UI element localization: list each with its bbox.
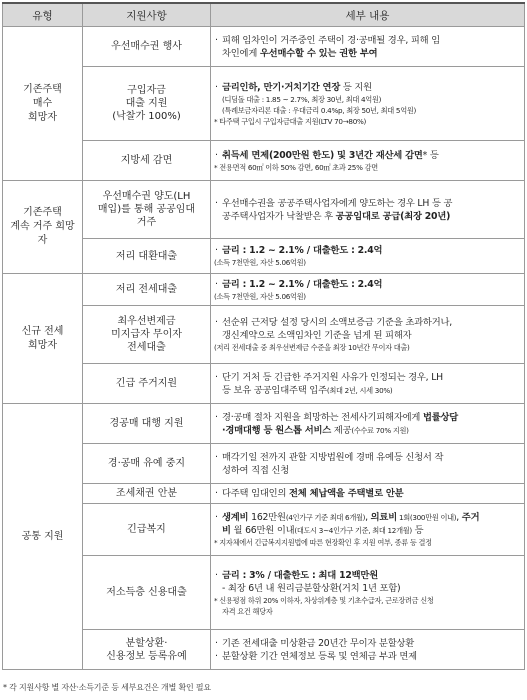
footnote: * 각 지원사항 별 자산·소득기준 등 세부요건은 개별 확인 필요 — [3, 683, 211, 692]
support-item-text: 저리 전세대출 — [115, 284, 178, 295]
detail-small-text: 1회(300만원 이내) — [396, 513, 457, 522]
detail-text: 선순위 근저당 설정 당시의 소액보증금 기준을 초과하거나, — [222, 317, 453, 328]
detail-line — [214, 316, 521, 329]
group-label-text: 기존주택 계속 거주 희망 자 — [10, 207, 75, 246]
detail-emphasis: 의료비 — [370, 512, 397, 523]
support-item — [83, 181, 211, 239]
detail-text: - 최장 6년 내 원리금분할상환(거치 1년 포함) — [222, 582, 401, 594]
detail-cell — [211, 444, 525, 484]
detail-footnote: * 지자체에서 긴급복지지원법에 따른 현장확인 후 지원 여부, 종류 등 결정 — [214, 538, 432, 547]
support-item-note: (낙찰가 100%) — [112, 111, 181, 122]
detail-text: 성하여 직접 신청 — [222, 464, 289, 476]
support-item-text: 긴급 주거지원 — [115, 378, 178, 389]
detail-cell — [211, 306, 525, 364]
detail-cell — [211, 141, 525, 181]
group-label — [3, 181, 83, 274]
detail-cell — [211, 181, 525, 239]
table-row — [3, 27, 525, 67]
detail-line — [214, 424, 521, 437]
detail-cell — [211, 274, 525, 306]
support-item-text: 저리 대환대출 — [115, 250, 178, 262]
detail-line — [214, 464, 521, 477]
detail-text: 차인에게 — [222, 47, 260, 59]
support-item-text: 경·공매 유예 중지 — [107, 458, 186, 469]
detail-text: 다주택 임대인의 — [222, 488, 289, 499]
support-item — [83, 404, 211, 444]
detail-footnote: * 신용평점 하위 20% 이하자, 차상위계층 및 기초수급자, 근로장려금 신청 — [214, 595, 434, 605]
detail-line — [214, 371, 521, 384]
support-item — [83, 141, 211, 181]
detail-text: 피해 임차인이 거주중인 주택이 경·공매될 경우, 피해 임 — [222, 34, 440, 46]
detail-text: 등 — [411, 525, 424, 536]
detail-line — [214, 47, 521, 60]
detail-emphasis: 공공임대로 공급(최장 20년) — [335, 210, 451, 222]
detail-line — [214, 210, 521, 223]
detail-line — [214, 197, 521, 210]
detail-emphasis: 금리 : 1.2 ~ 2.1% / 대출한도 : 2.4억 — [222, 278, 383, 290]
detail-small-text: (수수료 70% 지원) — [351, 425, 409, 435]
detail-emphasis: 비 — [222, 525, 231, 536]
detail-emphasis: ·경매대행 등 원스톱 서비스 — [222, 424, 332, 436]
support-item-text: 우선매수권 행사 — [111, 41, 182, 52]
group-label — [3, 404, 83, 670]
detail-line — [214, 329, 521, 342]
detail-cell — [211, 239, 525, 274]
detail-line — [214, 451, 521, 464]
detail-line — [214, 511, 521, 524]
detail-subnote: (소득 7천만원, 자산 5.06억원) — [214, 258, 306, 267]
detail-line — [214, 582, 521, 595]
detail-small-text: (최대 2년, 시세 30%) — [326, 385, 393, 395]
detail-footnote: * 전용면적 60㎡ 이하 50% 감면, 60㎡ 초과 25% 감면 — [214, 162, 378, 172]
header-type: 유형 — [3, 3, 83, 27]
detail-text: , — [456, 512, 462, 523]
detail-line — [214, 149, 521, 162]
detail-line — [214, 487, 521, 500]
detail-cell — [211, 404, 525, 444]
header-support: 지원사항 — [83, 3, 211, 27]
table-header-row — [3, 3, 525, 27]
support-item — [83, 306, 211, 364]
support-item — [83, 630, 211, 670]
support-item — [83, 556, 211, 630]
support-item-text: 우선매수권 양도(LH 매입)를 통해 공공임대 거주 — [97, 191, 196, 228]
detail-text: 공주택사업자가 낙찰받은 후 — [222, 210, 336, 222]
detail-text: 경·공매 절차 지원을 희망하는 전세사기피해자에게 — [222, 411, 423, 423]
detail-subnote: (저리 전세대출 중 최우선변제금 수준을 최장 10년간 무이자 대출) — [214, 343, 410, 352]
detail-text: 월 66만원 이내 — [230, 525, 295, 536]
support-item — [83, 67, 211, 141]
detail-subnote: (특례보금자리론 대출 : 우대금리 0.4%p, 최장 50년, 최대 5억원) — [222, 105, 416, 115]
detail-text: 162만원 — [248, 512, 286, 523]
detail-emphasis: 금리 : 1.2 ~ 2.1% / 대출한도 : 2.4억 — [222, 245, 383, 256]
detail-text: 기존 전세대출 미상환금 20년간 무이자 분할상환 — [222, 637, 415, 649]
header-details: 세부 내용 — [211, 3, 525, 27]
table-row — [3, 404, 525, 444]
detail-emphasis: 금리 : 3% / 대출한도 : 최대 12백만원 — [222, 569, 378, 581]
detail-subnote: (디딤돌 대출 : 1.85 ~ 2.7%, 최장 30년, 최대 4억원) — [222, 94, 382, 104]
support-item — [83, 444, 211, 484]
detail-cell — [211, 630, 525, 670]
group-label-text: 공통 지원 — [21, 530, 64, 542]
support-item — [83, 504, 211, 556]
detail-cell — [211, 556, 525, 630]
detail-footnote: 자격 요건 해당자 — [222, 606, 273, 616]
detail-emphasis: 전체 체납액을 주택별로 안분 — [288, 488, 404, 499]
detail-text: 등 지원 — [340, 81, 372, 93]
support-item — [83, 27, 211, 67]
table-row — [3, 181, 525, 239]
group-label — [3, 27, 83, 181]
detail-emphasis: 금리인하, 만기·거치기간 연장 — [222, 81, 341, 93]
table-row — [3, 274, 525, 306]
detail-text: 단기 거처 등 긴급한 주거지원 사유가 인정되는 경우, LH — [222, 371, 443, 383]
support-table — [2, 2, 525, 670]
support-item-text: 긴급복지 — [127, 524, 166, 535]
detail-text: 제공 — [331, 424, 352, 436]
support-item-text: 지방세 감면 — [120, 155, 173, 166]
detail-text: * 등 — [422, 149, 439, 161]
detail-emphasis: 법률상담 — [422, 411, 459, 423]
detail-text: 분할상환 기간 연체정보 등록 및 연체금 부과 면제 — [222, 650, 417, 662]
support-item-text: 구입자금 대출 지원 — [125, 85, 168, 109]
detail-emphasis: 우선매수할 수 있는 권한 부여 — [259, 47, 378, 59]
detail-text: 등 보유 공공임대주택 입주 — [222, 384, 327, 396]
detail-line — [214, 34, 521, 47]
detail-line — [214, 650, 521, 663]
detail-subnote: (소득 7천만원, 자산 5.06억원) — [214, 291, 306, 301]
support-item-text: 경공매 대행 지원 — [109, 418, 184, 429]
detail-line — [214, 569, 521, 582]
detail-line — [214, 278, 521, 291]
group-label — [3, 274, 83, 404]
detail-small-text: (4인가구 기준 최대 6개월) — [285, 513, 366, 522]
detail-emphasis: 주거 — [461, 512, 480, 523]
group-label-text: 신규 전세 희망자 — [21, 325, 64, 351]
support-item — [83, 484, 211, 504]
detail-cell — [211, 67, 525, 141]
detail-line — [214, 411, 521, 424]
detail-emphasis: 생계비 — [222, 512, 249, 523]
detail-line — [214, 384, 521, 397]
detail-small-text: (대도시 3~4인가구 기준, 최대 12개월) — [294, 526, 412, 535]
detail-cell — [211, 364, 525, 404]
detail-emphasis: 취득세 면제(200만원 한도) 및 3년간 재산세 감면 — [222, 149, 423, 161]
support-item — [83, 274, 211, 306]
detail-line — [214, 637, 521, 650]
support-item-text: 최우선변제금 미지급자 무이자 전세대출 — [111, 316, 182, 353]
support-item — [83, 364, 211, 404]
detail-line — [214, 81, 521, 94]
detail-text: 우선매수권을 공공주택사업자에게 양도하는 경우 LH 등 공 — [222, 197, 453, 209]
detail-cell — [211, 504, 525, 556]
detail-text: 매각기일 전까지 관할 지방법원에 경매 유예등 신청서 작 — [222, 451, 444, 463]
group-label-text: 기존주택 매수 희망자 — [23, 83, 62, 123]
detail-text: 갱신계약으로 소액임차인 기준을 넘게 된 피해자 — [222, 330, 412, 341]
support-item — [83, 239, 211, 274]
support-item-text: 분할상환· 신용정보 등록유예 — [106, 637, 187, 662]
detail-text: , — [365, 512, 371, 523]
detail-cell — [211, 27, 525, 67]
detail-cell — [211, 484, 525, 504]
detail-line — [214, 244, 521, 257]
support-item-text: 저소득층 신용대출 — [106, 587, 187, 598]
detail-line — [214, 524, 521, 537]
support-item-text: 조세채권 안분 — [115, 488, 178, 499]
detail-footnote: * 타주택 구입시 구입자금대출 지원(LTV 70→80%) — [214, 116, 366, 126]
